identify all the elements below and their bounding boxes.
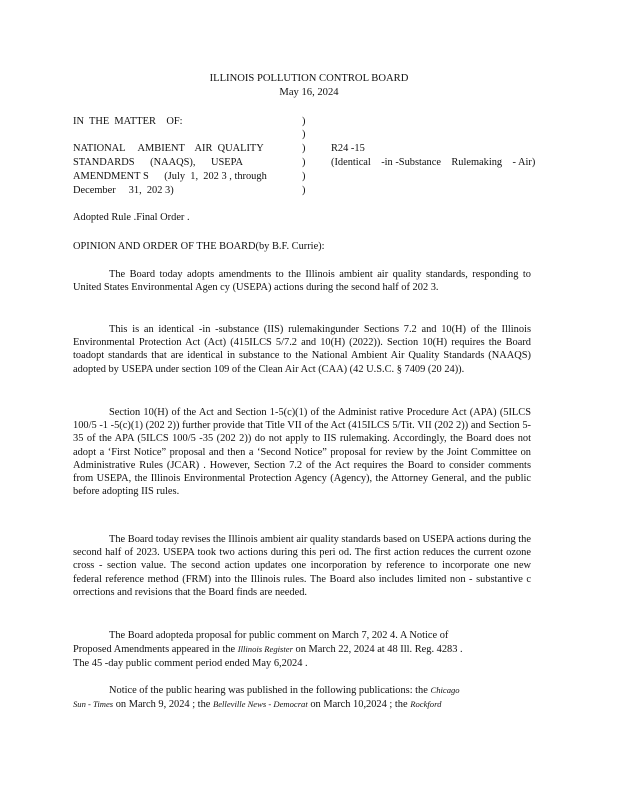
publication-name: Belleville News - Democrat (212, 699, 308, 709)
paragraph-3 (73, 406, 531, 498)
caption-paren: ) (302, 116, 306, 127)
paragraph-4-text: The Board today revises the Illinois ambient air quality standards based on USEPA actions during the second half of 2023. USEPA took two actions during this peri od. The first action reduces the current ozone cross - section value. The second action updates one incorporation by reference to incorporate one new federal reference method (FRM) into the Illinois rules. The Board also includes limited non - substantive c orrections and revisions that the Board finds are needed. (73, 534, 531, 598)
paragraph-1-text: The Board today adopts amendments to the Illinois ambient air quality standards, responding to United States Environmental Agen cy (USEPA) actions during the second half of 202 3. (73, 269, 531, 294)
paragraph-3-text: Section 10(H) of the Act and Section 1-5(c)(1) of the Administ rative Procedure Act (APA) (5ILCS 100/5 -1 -5(c)(1) (202 2)) further provide that Title VII of the Act (415ILCS 5/Tit. VII (202 2)) and Section 5-35 of the APA (5ILCS 100/5 -35 (202 2)) do not apply to IIS rulemaking. Accordingly, the Board does not adopt a ‘First Notice” proposal and then a ‘Second Notice” proposal for review by the Joint Committee on Administrative Rules (JCAR) . However, Section 7.2 of the Act requires the Board to consider comments from USEPA, the Illinois Environmental Protection Agency (Agency), the Attorney General, and the public before adopting IIS rules. (73, 407, 531, 498)
p6-text-c: on March 10,2024 ; the (310, 699, 408, 710)
document-date: May 16, 2024 (279, 87, 339, 98)
caption-paren: ) (302, 157, 306, 168)
p6-text-a: Notice of the public hearing was published in the following publications: the (109, 685, 428, 696)
caption-paren: ) (302, 129, 306, 140)
adopted-rule-line: Adopted Rule .Final Order . (73, 212, 190, 223)
publication-name: Sun - Times (73, 699, 114, 709)
caption-line-3: AMENDMENT S (July 1, 202 3 , through (73, 171, 267, 182)
journal-name: Illinois Register (237, 644, 293, 654)
caption-paren: ) (302, 171, 306, 182)
opinion-heading: OPINION AND ORDER OF THE BOARD(by B.F. Currie): (73, 241, 325, 252)
paragraph-4 (73, 533, 531, 599)
paragraph-2 (73, 323, 531, 376)
in-the-matter-label: IN THE MATTER OF: (73, 116, 183, 127)
caption-line-2: STANDARDS (NAAQS), USEPA (73, 157, 243, 168)
paragraph-6-line-2 (73, 699, 441, 710)
paragraph-2-text: This is an identical -in -substance (IIS) rulemakingunder Sections 7.2 and 10(H) of the Illinois Environmental Protection Act (Act) (415ILCS 5/7.2 and 10(H) (2022)). Section 10(H) requires the Board toadopt standards that are identical in substance to the National Ambient Air Quality Standards (NAAQS) adopted by USEPA under section 109 of the Clean Air Act (CAA) (42 U.S.C. § 7409 (20 24)). (73, 324, 531, 375)
paragraph-6-line-1 (109, 685, 460, 696)
rulemaking-type: (Identical -in -Substance Rulemaking - Air) (331, 157, 536, 168)
p5-text-a: Proposed Amendments appeared in the (73, 644, 236, 655)
board-title: ILLINOIS POLLUTION CONTROL BOARD (209, 73, 409, 84)
caption-paren: ) (302, 185, 306, 196)
p5-text-b: on March 22, 2024 at 48 Ill. Reg. 4283 . (295, 644, 463, 655)
caption-line-1: NATIONAL AMBIENT AIR QUALITY (73, 143, 264, 154)
publication-name: Chicago (430, 685, 460, 695)
caption-line-4: December 31, 202 3) (73, 185, 174, 196)
paragraph-5-line-2 (73, 644, 463, 655)
paragraph-1 (73, 268, 531, 294)
paragraph-5-line-3: The 45 -day public comment period ended May 6,2024 . (73, 658, 308, 669)
p6-text-b: on March 9, 2024 ; the (115, 699, 211, 710)
caption-paren: ) (302, 143, 306, 154)
docket-number: R24 -15 (331, 143, 365, 154)
paragraph-5-line-1: The Board adopteda proposal for public comment on March 7, 202 4. A Notice of (109, 630, 449, 641)
publication-name: Rockford (410, 699, 442, 709)
